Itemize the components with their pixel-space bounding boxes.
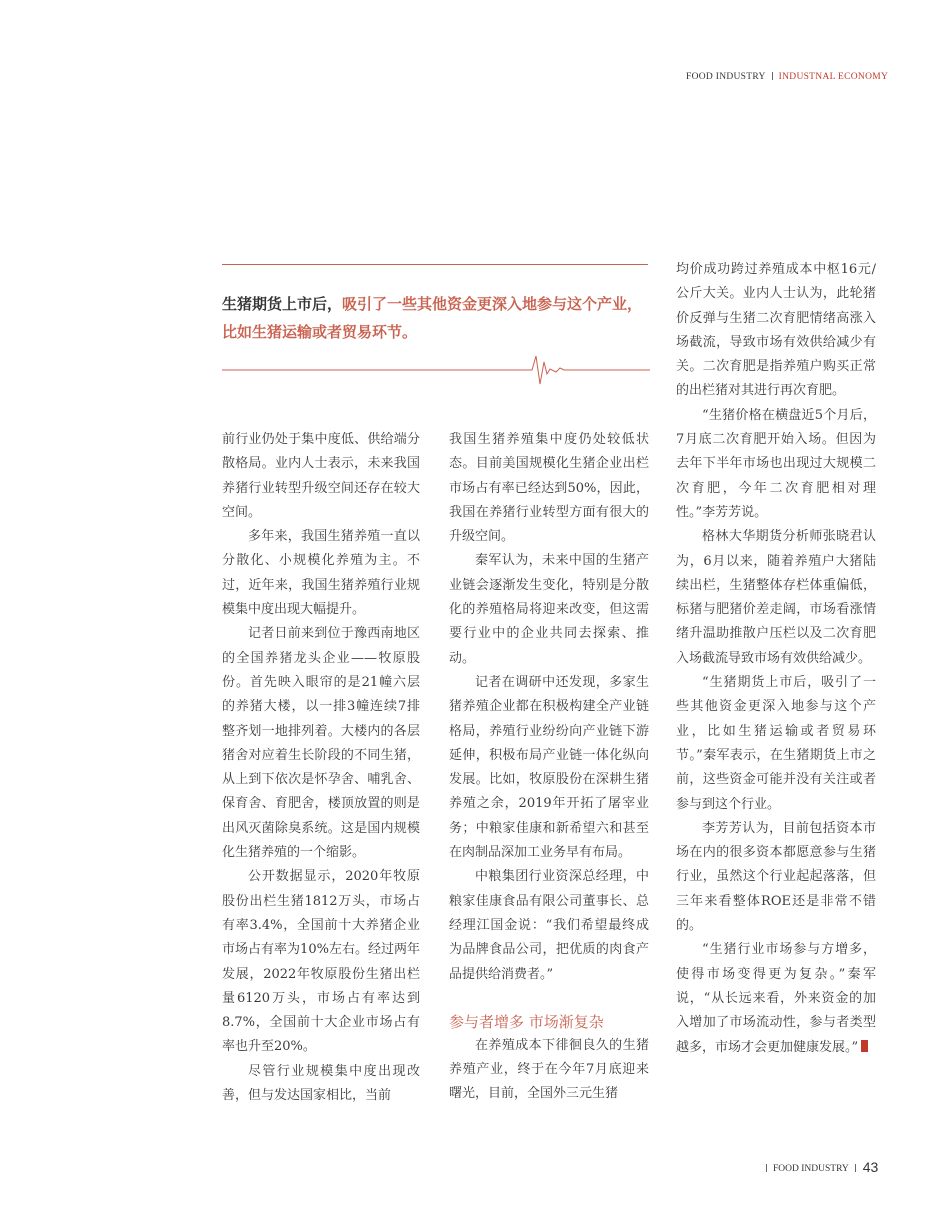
paragraph: 尽管行业规模集中度出现改善，但与发达国家相比，当前	[222, 1063, 420, 1104]
pull-quote-lead: 生猪期货上市后，	[222, 295, 343, 313]
footer-divider	[855, 1164, 856, 1172]
paragraph: 我国生猪养殖集中度仍处较低状态。目前美国规模化生猪企业出栏市场占有率已经达到50%，因此，我国在养猪行业转型方面有很大的升级空间。	[449, 432, 649, 545]
article-column-3	[676, 258, 876, 1060]
paragraph: 记者日前来到位于豫西南地区的全国养猪龙头企业——牧原股份。首先映入眼帘的是21幢六层的养猪大楼，以一排3幢连续7排整齐划一地排列着。大楼内的各层猪舍对应着生长阶段的不同生猪，从上到下依次是怀孕舍、哺乳舍、保育舍、育肥舍，楼顶放置的则是出风灭菌除臭系统。这是国内规模化生猪养殖的一个缩影。	[222, 626, 420, 861]
paragraph: 前行业仍处于集中度低、供给端分散格局。业内人士表示，未来我国养猪行业转型升级空间还存在较大空间。	[222, 432, 420, 520]
magazine-name: FOOD INDUSTRY	[686, 72, 766, 82]
heartbeat-line-icon	[222, 348, 650, 388]
end-of-article-mark-icon	[861, 1040, 868, 1052]
section-name: INDUSTNAL ECONOMY	[778, 72, 889, 82]
page-footer	[760, 1159, 878, 1175]
pull-quote-highlight: 吸引了一些其他资金更深入地参与这个产业，	[342, 295, 643, 313]
paragraph: 李芳芳认为，目前包括资本市场在内的很多资本都愿意参与生猪行业，虽然这个行业起起落落，但三年来看整体ROE还是非常不错的。	[676, 820, 876, 934]
running-header	[686, 72, 888, 82]
header-divider	[772, 72, 773, 80]
paragraph: 多年来，我国生猪养殖一直以分散化、小规模化养殖为主。不过，近年来，我国生猪养殖行业规模集中度出现大幅提升。	[222, 529, 420, 618]
paragraph: 均价成功跨过养殖成本中枢16元/公斤大关。业内人士认为，此轮猪价反弹与生猪二次育肥情绪高涨入场截流，导致市场有效供给减少有关。二次育肥是指养殖户购买正常的出栏猪对其进行再次育肥。	[676, 262, 876, 399]
paragraph: “生猪期货上市后，吸引了一些其他资金更深入地参与这个产业，比如生猪运输或者贸易环节。”秦军表示，在生猪期货上市之前，这些资金可能并没有关注或者参与到这个行业。	[676, 675, 876, 812]
final-paragraph-text: “生猪行业市场参与方增多，使得市场变得更为复杂。”秦军说，“从长远来看，外来资金的加入增加了市场流动性，参与者类型越多，市场才会更加健康发展。”	[676, 942, 876, 1055]
article-column-1	[222, 428, 420, 1108]
pull-quote	[222, 290, 648, 346]
paragraph: “生猪价格在横盘近5个月后，7月底二次育肥开始入场。但因为去年下半年市场也出现过大规模二次育肥，今年二次育肥相对理性。”李芳芳说。	[676, 407, 876, 520]
section-subheading: 参与者增多 市场渐复杂	[449, 1012, 604, 1031]
pull-quote-line2: 比如生猪运输或者贸易环节。	[222, 323, 418, 341]
paragraph: 记者在调研中还发现，多家生猪养殖企业都在积极构建全产业链格局，养殖行业纷纷向产业链下游延伸，积极布局产业链一体化纵向发展。比如，牧原股份在深耕生猪养殖之余，2019年开拓了屠宰业务；中粮家佳康和新希望六和甚至在肉制品深加工业务早有布局。	[449, 674, 649, 861]
footer-magazine-name: FOOD INDUSTRY	[773, 1164, 849, 1174]
paragraph: 在养殖成本下徘徊良久的生猪养殖产业，终于在今年7月底迎来曙光，目前，全国外三元生猪	[449, 1037, 649, 1102]
paragraph: 公开数据显示，2020年牧原股份出栏生猪1812万头，市场占有率3.4%，全国前十大养猪企业市场占有率为10%左右。经过两年发展，2022年牧原股份生猪出栏量6120万头，市场占有率达到8.7%，全国前十大企业市场占有率也升至20%。	[222, 869, 420, 1055]
paragraph: 中粮集团行业资深总经理，中粮家佳康食品有限公司董事长、总经理江国金说：“我们希望最终成为品牌食品公司，把优质的肉食产品提供给消费者。”	[449, 869, 649, 982]
pull-quote-top-rule	[222, 264, 648, 265]
footer-divider	[766, 1164, 767, 1172]
paragraph: 格林大华期货分析师张晓君认为，6月以来，随着养殖户大猪陆续出栏，生猪整体存栏体重偏低，标猪与肥猪价差走阔，市场看涨情绪升温助推散户压栏以及二次育肥入场截流导致市场有效供给减少。	[676, 529, 876, 666]
paragraph-final	[676, 938, 876, 1059]
paragraph: 秦军认为，未来中国的生猪产业链会逐渐发生变化，特别是分散化的养殖格局将迎来改变，但这需要行业中的企业共同去探索、推动。	[449, 553, 649, 666]
page-number: 43	[862, 1159, 879, 1175]
article-column-2	[449, 428, 649, 1107]
